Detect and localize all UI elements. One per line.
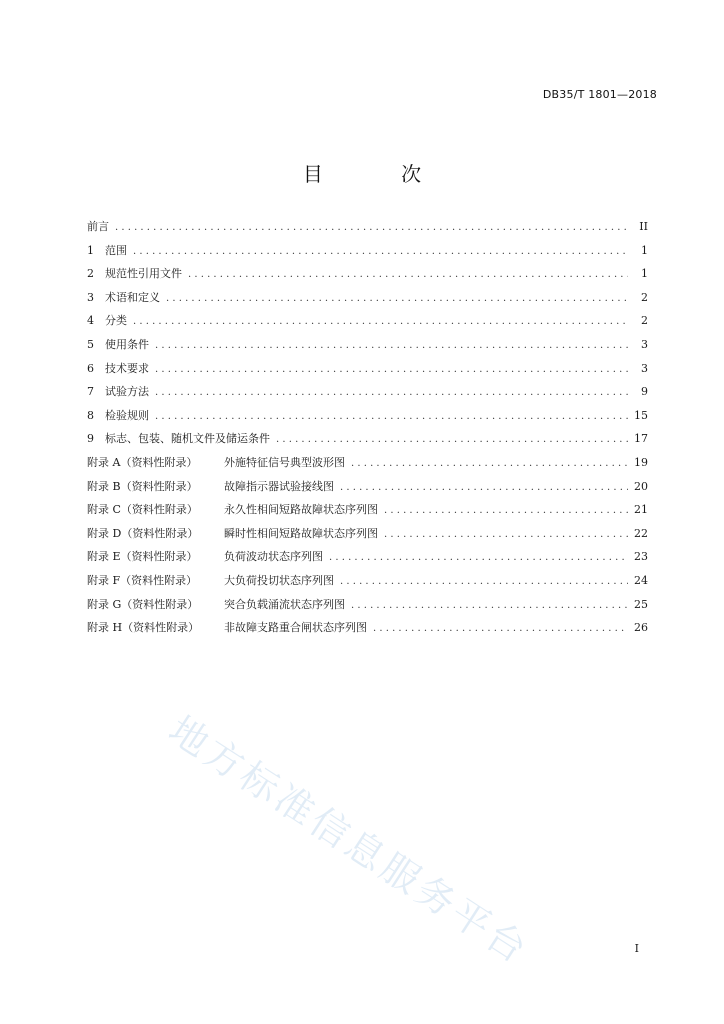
toc-entry-label: 分类: [105, 314, 127, 328]
toc-entry-page: 1: [641, 243, 648, 257]
toc-entry-label: 技术要求: [105, 361, 149, 375]
appendix-title: 大负荷投切状态序列图: [224, 573, 334, 587]
toc-entry-foreword[interactable]: [87, 218, 648, 242]
toc-entry-page: 3: [641, 337, 648, 351]
appendix-prefix: 附录 C（资料性附录）: [87, 503, 198, 517]
toc-entry-6[interactable]: [87, 360, 648, 384]
toc-entry-page: 19: [634, 455, 648, 469]
toc-entry-7[interactable]: [87, 383, 648, 407]
toc-entry-number: 7: [87, 385, 94, 399]
appendix-prefix: 附录 A（资料性附录）: [87, 455, 198, 469]
dot-leader: [155, 411, 628, 422]
toc-entry-2[interactable]: [87, 265, 648, 289]
page-title: 目 次: [302, 162, 458, 186]
toc-entry-page: 22: [634, 526, 648, 540]
toc-entry-page: 2: [641, 314, 648, 328]
appendix-prefix: 附录 B（资料性附录）: [87, 479, 198, 493]
toc-entry-page: 3: [641, 361, 648, 375]
appendix-title: 外施特征信号典型波形图: [224, 455, 345, 469]
toc-entry-number: 6: [87, 361, 94, 375]
toc-entry-number: 4: [87, 314, 94, 328]
dot-leader: [133, 246, 628, 257]
toc-entry-page: 15: [634, 408, 648, 422]
dot-leader: [115, 222, 628, 233]
dot-leader: [351, 600, 628, 611]
toc-appendix-e[interactable]: [87, 548, 648, 572]
toc-entry-number: 1: [87, 243, 94, 257]
toc-entry-label: 标志、包装、随机文件及储运条件: [105, 432, 270, 446]
toc-entry-page: 23: [634, 550, 648, 564]
dot-leader: [340, 482, 628, 493]
appendix-title: 突合负载涌流状态序列图: [224, 597, 345, 611]
toc-entry-page: II: [639, 220, 648, 233]
toc-entry-page: 24: [634, 573, 648, 587]
dot-leader: [384, 529, 628, 540]
toc-appendix-h[interactable]: [87, 619, 648, 643]
toc-entry-4[interactable]: [87, 312, 648, 336]
watermark: 地方标准信息服务平台: [161, 707, 538, 974]
toc-entry-number: 5: [87, 337, 94, 351]
dot-leader: [373, 623, 628, 634]
toc-entry-page: 20: [634, 479, 648, 493]
appendix-title: 瞬时性相间短路故障状态序列图: [224, 526, 378, 540]
footer-page-number: I: [634, 942, 639, 955]
toc-entry-page: 26: [634, 621, 648, 635]
toc-appendix-g[interactable]: [87, 596, 648, 620]
toc-entry-page: 2: [641, 290, 648, 304]
dot-leader: [384, 505, 628, 516]
toc-appendix-b[interactable]: [87, 478, 648, 502]
appendix-title: 永久性相间短路故障状态序列图: [224, 503, 378, 517]
table-of-contents: [87, 218, 648, 643]
toc-entry-number: 9: [87, 432, 94, 446]
toc-entry-label: 规范性引用文件: [105, 267, 182, 281]
toc-entry-page: 21: [634, 503, 648, 517]
toc-appendix-f[interactable]: [87, 572, 648, 596]
toc-entry-3[interactable]: [87, 289, 648, 313]
toc-entry-label: 范围: [105, 243, 127, 257]
toc-entry-9[interactable]: [87, 430, 648, 454]
dot-leader: [340, 576, 628, 587]
toc-entry-label: 术语和定义: [105, 290, 160, 304]
toc-entry-page: 9: [641, 385, 648, 399]
toc-entry-page: 17: [634, 432, 648, 446]
appendix-prefix: 附录 E（资料性附录）: [87, 550, 198, 564]
appendix-prefix: 附录 G（资料性附录）: [87, 597, 199, 611]
toc-entry-label: 前言: [87, 220, 109, 233]
dot-leader: [276, 434, 628, 445]
toc-entry-number: 2: [87, 267, 94, 281]
toc-entry-page: 25: [634, 597, 648, 611]
appendix-title: 非故障支路重合闸状态序列图: [224, 621, 367, 635]
appendix-prefix: 附录 H（资料性附录）: [87, 621, 200, 635]
toc-entry-page: 1: [641, 267, 648, 281]
toc-entry-number: 3: [87, 290, 94, 304]
dot-leader: [155, 387, 628, 398]
appendix-title: 故障指示器试验接线图: [224, 479, 334, 493]
toc-appendix-d[interactable]: [87, 525, 648, 549]
appendix-prefix: 附录 F（资料性附录）: [87, 573, 198, 587]
toc-entry-number: 8: [87, 408, 94, 422]
toc-entry-1[interactable]: [87, 242, 648, 266]
dot-leader: [188, 269, 628, 280]
toc-entry-5[interactable]: [87, 336, 648, 360]
toc-entry-label: 使用条件: [105, 337, 149, 351]
dot-leader: [166, 293, 628, 304]
dot-leader: [155, 364, 628, 375]
toc-entry-label: 试验方法: [105, 385, 149, 399]
dot-leader: [155, 340, 628, 351]
toc-appendix-c[interactable]: [87, 501, 648, 525]
dot-leader: [351, 458, 628, 469]
document-id: DB35/T 1801—2018: [542, 88, 657, 101]
toc-entry-label: 检验规则: [105, 408, 149, 422]
dot-leader: [133, 316, 628, 327]
toc-appendix-a[interactable]: [87, 454, 648, 478]
dot-leader: [329, 552, 628, 563]
appendix-prefix: 附录 D（资料性附录）: [87, 526, 199, 540]
appendix-title: 负荷波动状态序列图: [224, 550, 323, 564]
toc-entry-8[interactable]: [87, 407, 648, 431]
